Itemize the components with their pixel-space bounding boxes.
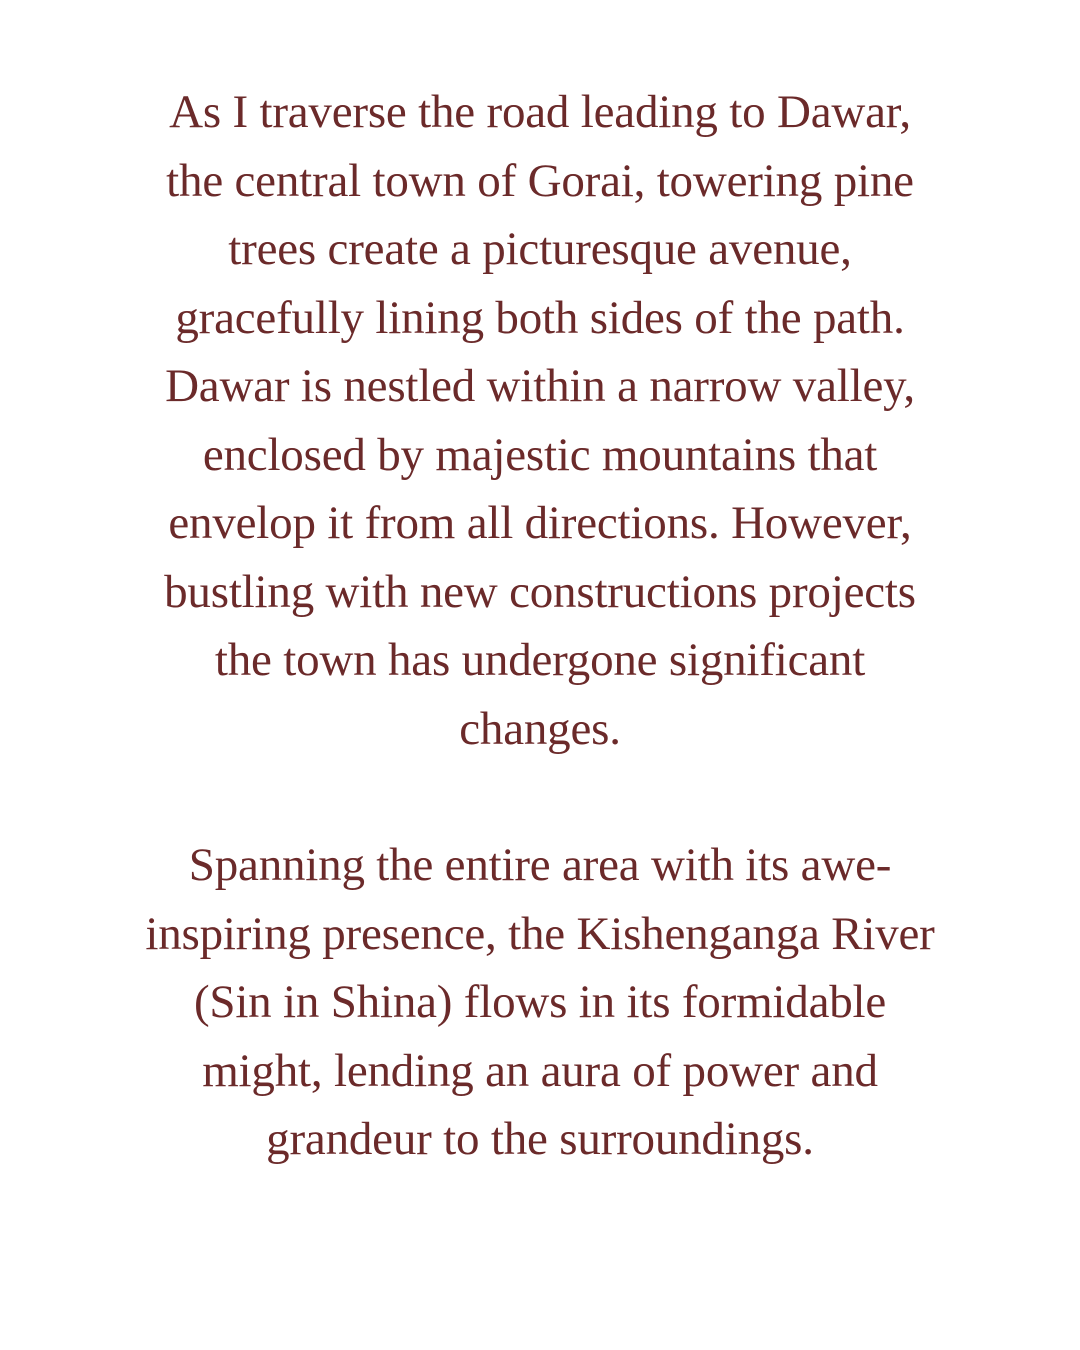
paragraph-spacer [80, 763, 1000, 831]
text-line: (Sin in Shina) flows in its formidable [193, 976, 887, 1028]
paragraph-dawar-road [80, 78, 1000, 763]
text-line: bustling with new constructions projects [164, 565, 916, 618]
text-line: the central town of Gorai, towering pine [166, 154, 914, 207]
text-line: might, lending an aura of power and [202, 1044, 878, 1097]
text-line: envelop it from all directions. However, [168, 497, 912, 549]
paragraph-kishenganga-river [80, 831, 1000, 1174]
text-line: enclosed by majestic mountains that [202, 428, 878, 481]
text-line: the town has undergone significant [214, 634, 866, 686]
text-line: changes. [459, 702, 621, 755]
text-line: Spanning the entire area with its awe- [188, 839, 892, 891]
text-line: Dawar is nestled within a narrow valley, [165, 360, 915, 412]
text-line: trees create a picturesque avenue, [228, 223, 852, 275]
text-line: inspiring presence, the Kishenganga River [145, 907, 935, 960]
text-line: As I traverse the road leading to Dawar, [169, 86, 911, 138]
text-line: gracefully lining both sides of the path. [175, 291, 905, 344]
text-line: grandeur to the surroundings. [266, 1113, 814, 1165]
